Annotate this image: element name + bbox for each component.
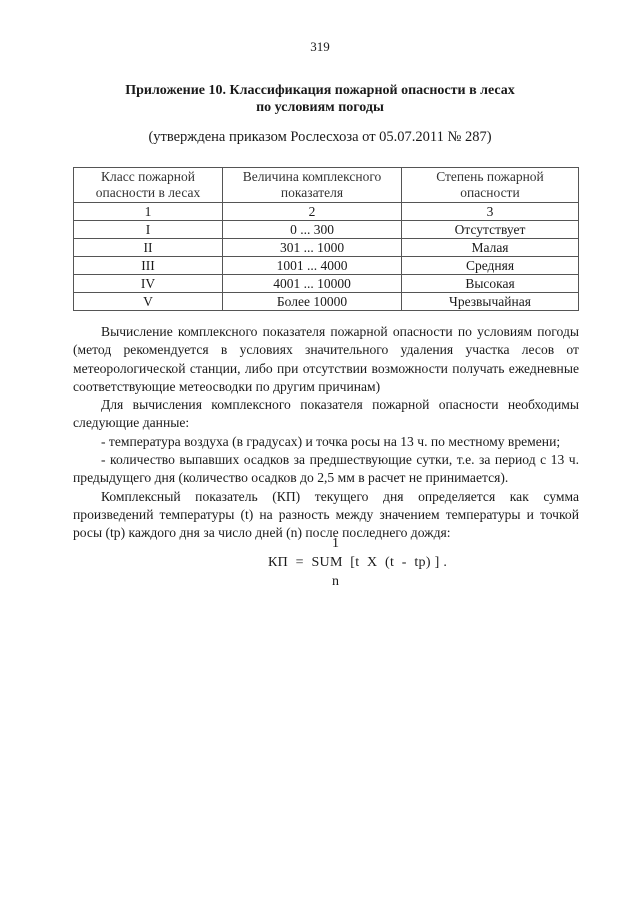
table-row [74, 293, 579, 311]
body-text [73, 323, 579, 543]
header-degree-cell [402, 168, 579, 203]
table-cell: II [74, 239, 223, 257]
table-cell: I [74, 221, 223, 239]
table-cell: Высокая [402, 275, 579, 293]
paragraph-required-data: Для вычисления комплексного показателя пожарной опасности необходимы следующие данные: [73, 397, 579, 431]
table-cell: Более 10000 [223, 293, 402, 311]
header-index-cell [223, 168, 402, 203]
header-text: Величина комплексного [242, 169, 382, 184]
title-line-1: Приложение 10. Классификация пожарной опасности в лесах [125, 83, 515, 98]
appendix-title [0, 82, 640, 116]
table-cell: 4001 ... 10000 [223, 275, 402, 293]
table-cell: Чрезвычайная [402, 293, 579, 311]
table-row [74, 275, 579, 293]
list-item-temperature: - температура воздуха (в градусах) и точка росы на 13 ч. по местному времени; [101, 433, 561, 449]
table-cell: V [74, 293, 223, 311]
header-text: опасности [460, 185, 520, 200]
list-item-precipitation: - количество выпавших осадков за предшествующие сутки, т.е. за период с 13 ч. предыдущего дня (количество осадков до 2,5 мм в расчет не принимается). [73, 452, 579, 486]
table-cell: 2 [223, 203, 402, 221]
table-cell: 3 [402, 203, 579, 221]
title-line-2: по условиям погоды [256, 100, 384, 115]
table-cell: III [74, 257, 223, 275]
table-row [74, 221, 579, 239]
table-cell: Малая [402, 239, 579, 257]
table-number-row [74, 203, 579, 221]
table-cell: IV [74, 275, 223, 293]
table-row [74, 257, 579, 275]
table-cell: Отсутствует [402, 221, 579, 239]
table-cell: 1001 ... 4000 [223, 257, 402, 275]
formula-lower-text: n [332, 574, 339, 589]
header-text: Класс пожарной [101, 169, 195, 184]
approval-note: (утверждена приказом Рослесхоза от 05.07.2011 № 287) [148, 129, 492, 145]
formula-upper-text: 1 [332, 536, 339, 551]
table-header-row [74, 168, 579, 203]
formula-main-text: КП = SUM [t X (t - tр) ] . [268, 555, 448, 570]
fire-danger-classification-table [73, 167, 579, 311]
paragraph-definition: Комплексный показатель (КП) текущего дня определяется как сумма произведений температуры (t) на разность между значением температуры и точкой росы (tр) каждого дня за число дней (n) после последнего дождя: [73, 488, 579, 541]
header-text: Степень пожарной [436, 169, 544, 184]
paragraph-method: Вычисление комплексного показателя пожарной опасности по условиям погоды (метод рекомендуется в условиях значительного удаления участка лесов от метеорологической станции, либо при отсутствии возможности получать ежедневные соответствующие метеосводки по другим причинам) [73, 324, 579, 394]
header-class-cell [74, 168, 223, 203]
table-row [74, 239, 579, 257]
table-cell: 301 ... 1000 [223, 239, 402, 257]
page-number: 319 [310, 39, 330, 54]
table-cell: Средняя [402, 257, 579, 275]
table-cell: 0 ... 300 [223, 221, 402, 239]
header-text: опасности в лесах [95, 185, 201, 200]
header-text: показателя [280, 185, 344, 200]
table-cell: 1 [74, 203, 223, 221]
